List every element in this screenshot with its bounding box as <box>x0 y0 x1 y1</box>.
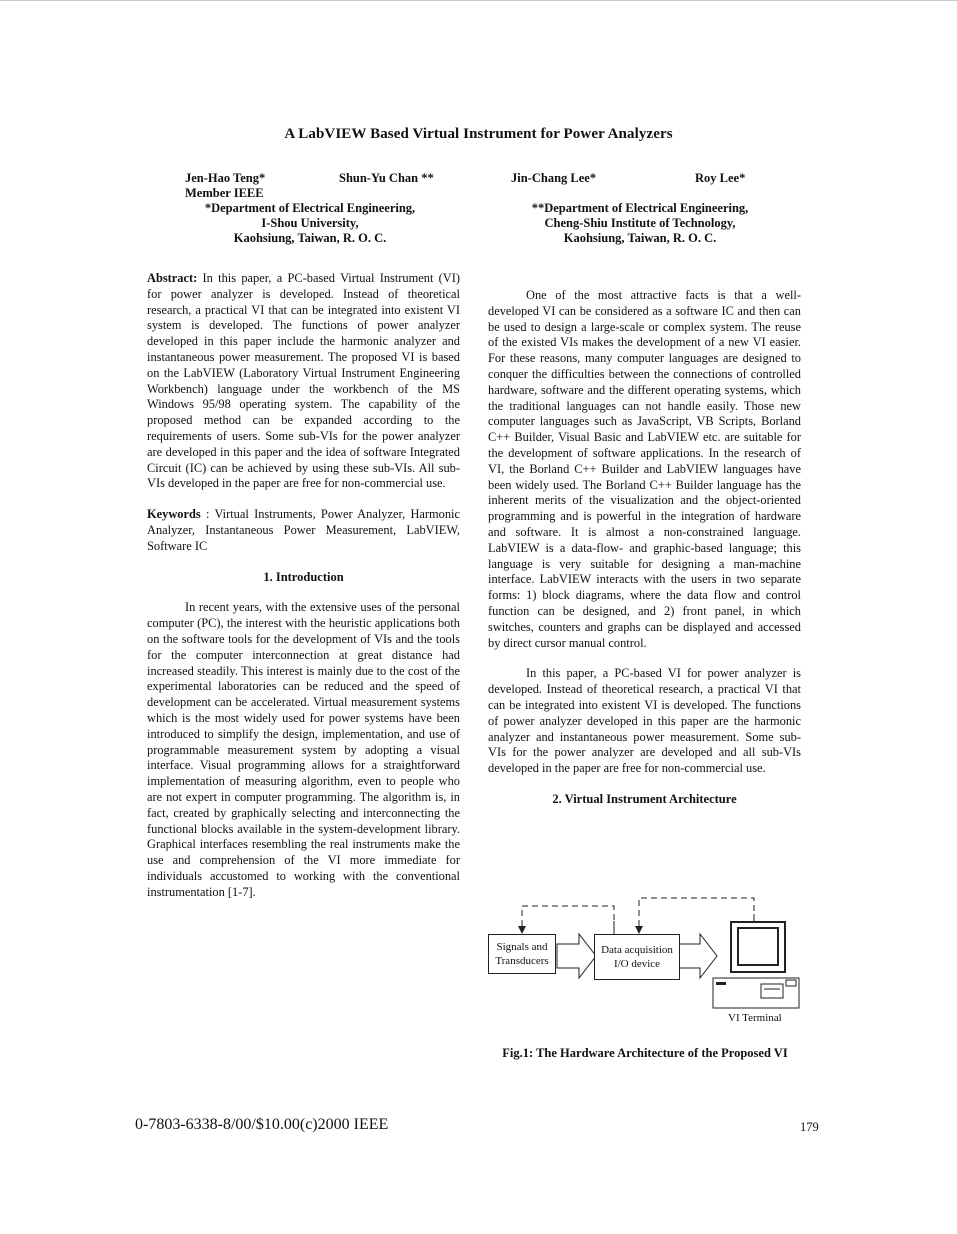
affiliation-ishou-line1: *Department of Electrical Engineering, <box>204 201 416 215</box>
affiliation-chengshiu-line3: Kaohsiung, Taiwan, R. O. C. <box>563 231 717 245</box>
abstract <box>147 271 460 492</box>
system-unit-port <box>786 980 796 986</box>
keywords-separator: : <box>200 507 215 522</box>
right-column <box>488 288 801 823</box>
paper-title: A LabVIEW Based Virtual Instrument for Power Analyzers <box>284 126 673 142</box>
page-number: 179 <box>800 1120 819 1134</box>
arrowhead-down-1 <box>518 926 526 934</box>
author-jin-chang-lee: Jin-Chang Lee* <box>511 171 597 185</box>
top-rule <box>0 0 957 1</box>
intro-paragraph-2: One of the most attractive facts is that a well-developed VI can be considered as a software IC and then can be used to design a large-scale or complex system. The reuse of the existed VIs makes the development of a new VI easier. For these reasons, many computer languages are designed to conquer the difficulties between the connections of controlled hardware, software and the different operating systems, which the traditional languages can not handle easily. Those new computer languages such as JavaScript, VB Scripts, Borland C++ Builder, Visual Basic and LabVIEW etc. are suitable for the development of software applications. In the research of VI, the Borland C++ Builder and LabVIEW languages have been widely used. The Borland C++ Builder language has the inherent merits of the visualization and the object-oriented programming and is powerful in the integration of hardware and software. It is almost a non-constrained language. LabVIEW is a data-flow- and graphic-based language; this language is very suitable for designing a man-machine interface. LabVIEW interacts with the users in two separate forms: 1) block diagrams, where the data flow and control function can be designed, and 2) front panel, in which switches, counters and graphs can be displayed and accessed by direct cursor manual control. <box>488 288 801 650</box>
section-1-heading: 1. Introduction <box>263 569 344 584</box>
system-unit-light <box>716 982 726 985</box>
author-shun-yu-chan: Shun-Yu Chan ** <box>339 171 434 185</box>
hollow-arrow-2 <box>678 934 717 978</box>
copyright-line: 0-7803-6338-8/00/$10.00(c)2000 IEEE <box>135 1116 389 1133</box>
floppy-drive-icon <box>761 984 783 998</box>
dashed-line-1 <box>522 906 614 926</box>
monitor-screen <box>738 928 778 965</box>
arrowhead-down-2 <box>635 926 643 934</box>
left-column <box>147 271 460 915</box>
author-roy-lee: Roy Lee* <box>695 171 746 185</box>
figure-1-caption: Fig.1: The Hardware Architecture of the Proposed VI <box>502 1046 788 1060</box>
figure-1 <box>484 876 804 1026</box>
keywords-label: Keywords <box>147 507 201 522</box>
abstract-text: In this paper, a PC-based Virtual Instrument (VI) for power analyzer is developed. Instead of theoretical research, a practical VI that can be integrated into existent VI system is developed. The functions of power analyzer developed in this paper include the harmonic analyzer and instantaneous power measurement. The proposed VI is based on the LabVIEW (Laboratory Virtual Instrument Engineering Workbench) language under the workbench of the MS Windows 95/98 operating system. The capability of the proposed method can be expanded according to the requirements of users. Some sub-VIs for the power analyzer are developed in this paper and the idea of software Integrated Circuit (IC) can be achieved by using these sub-VIs. All sub-VIs developed in the paper are free for non-commercial use. <box>147 271 460 491</box>
intro-paragraph-3: In this paper, a PC-based VI for power analyzer is developed. Instead of theoretical research, a practical VI that can be integrated into existent VI is developed. The functions of power analyzer developed in this paper are the harmonic analyzer and instantaneous power measurement. Some sub-VIs for the power analyzer are developed and all sub-VIs developed in the paper are free for non-commercial use. <box>488 666 801 776</box>
affiliation-ishou-line2: I-Shou University, <box>261 216 359 230</box>
section-2-heading: 2. Virtual Instrument Architecture <box>552 791 737 806</box>
author-jen-hao-teng: Jen-Hao Teng* <box>185 171 266 185</box>
abstract-label: Abstract: <box>147 271 198 285</box>
affiliation-ishou <box>150 201 470 246</box>
affiliation-chengshiu <box>480 201 800 246</box>
hollow-arrow-1 <box>557 934 596 978</box>
intro-paragraph-1: In recent years, with the extensive uses of the personal computer (PC), the interest with the heuristic applications both on the software tools for the development of VIs and the tools for the computer interconnection at great distance had increased steadily. This interest is mainly due to the cost of the experimental laboratories can be reduced and the speed of development can be accelerated. Virtual measurement systems which is the most widely used for power systems have been introduced to simplify the design, implementation, and use of programmable measurement system by adopting a visual interface. Visual programming allows for a straightforward implementation of measuring algorithm, even to people who are not expert in computer programming. The algorithm is, in fact, created by graphically selecting and interconnecting the functional blocks available in the system-development library. Graphical interfaces resembling the real instruments make the use and comprehension of the VI more immediate for individuals accustomed to working with the conventional instrumentation [1-7]. <box>147 600 460 899</box>
affiliation-ishou-line3: Kaohsiung, Taiwan, R. O. C. <box>233 231 387 245</box>
affiliation-chengshiu-line2: Cheng-Shiu Institute of Technology, <box>544 216 736 230</box>
author-member-ieee: Member IEEE <box>185 186 264 200</box>
keywords-text: Virtual Instruments, Power Analyzer, Harmonic Analyzer, Instantaneous Power Measurement, LabVIEW, Software IC <box>147 507 460 553</box>
vi-terminal-label: VI Terminal <box>728 1012 782 1024</box>
data-acquisition-box: Data acquisition I/O device <box>594 934 680 980</box>
signals-transducers-box: Signals and Transducers <box>488 934 556 974</box>
keywords <box>147 507 460 554</box>
affiliation-chengshiu-line1: **Department of Electrical Engineering, <box>531 201 749 215</box>
